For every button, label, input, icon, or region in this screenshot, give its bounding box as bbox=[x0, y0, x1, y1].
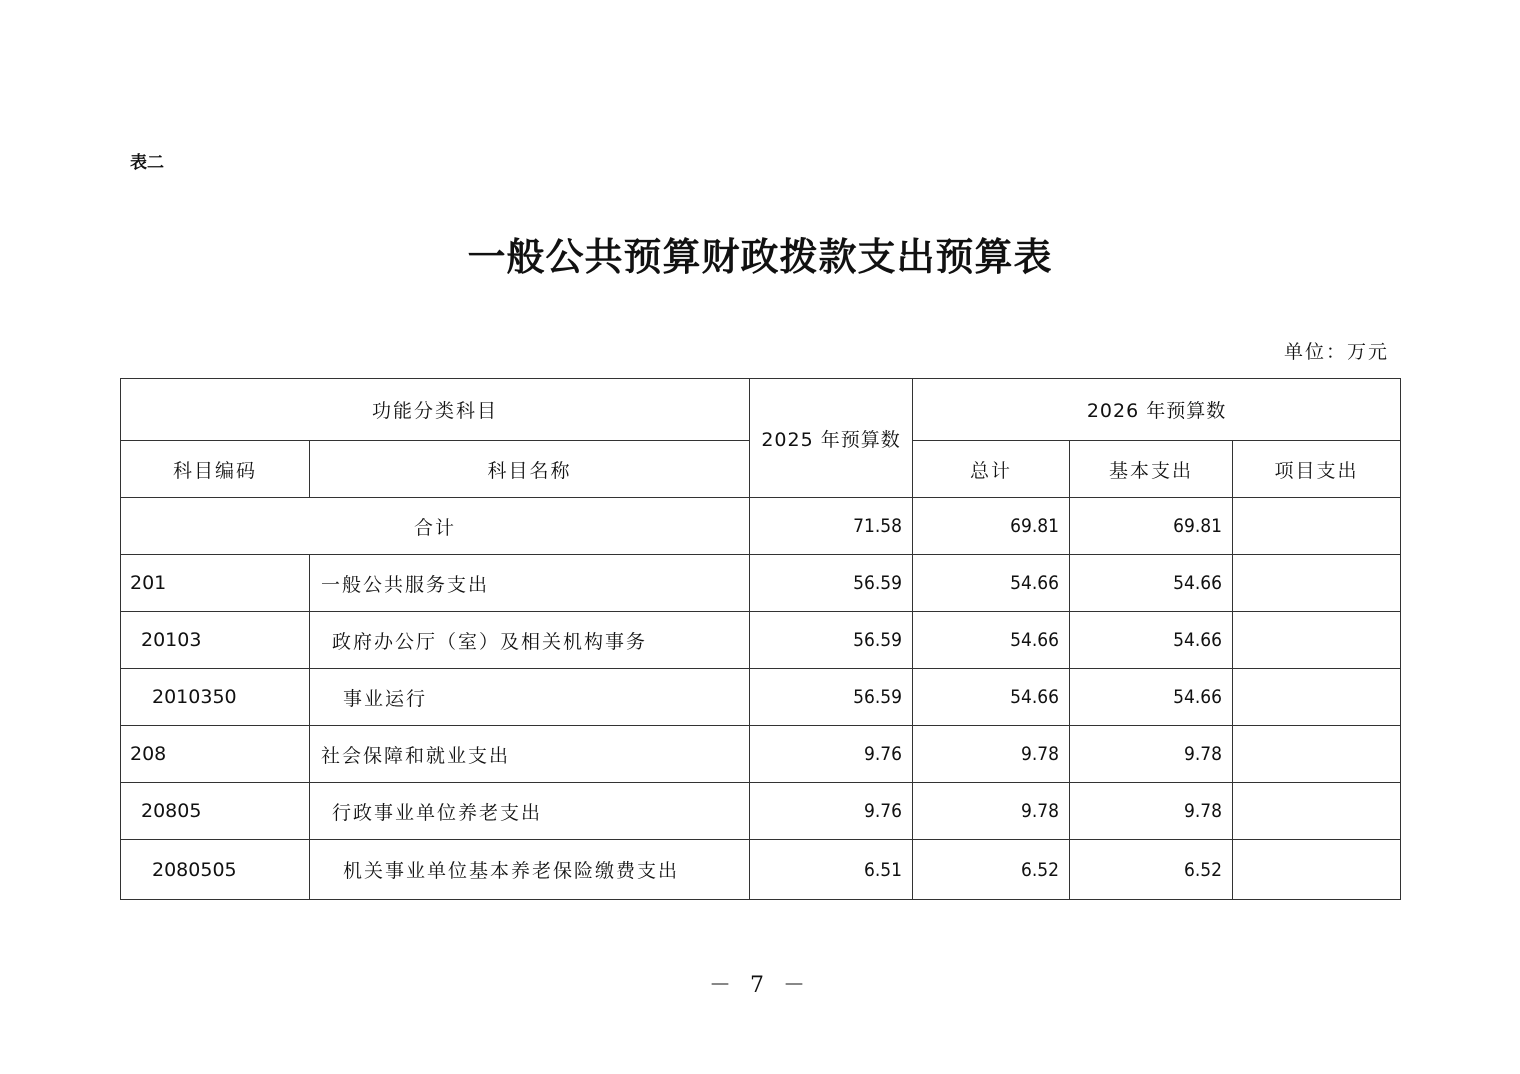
row-basic: 6.52 bbox=[1070, 840, 1233, 900]
header-basic-expenditure: 基本支出 bbox=[1070, 441, 1233, 498]
total-project bbox=[1233, 498, 1401, 555]
total-budget-2025: 71.58 bbox=[750, 498, 913, 555]
table-row bbox=[121, 840, 1401, 900]
row-basic: 54.66 bbox=[1070, 612, 1233, 669]
total-label: 合计 bbox=[121, 498, 750, 555]
row-total: 9.78 bbox=[913, 726, 1070, 783]
header-total: 总计 bbox=[913, 441, 1070, 498]
row-name: 政府办公厅（室）及相关机构事务 bbox=[310, 612, 750, 669]
row-basic: 54.66 bbox=[1070, 669, 1233, 726]
total-total: 69.81 bbox=[913, 498, 1070, 555]
table-row bbox=[121, 555, 1401, 612]
row-basic: 9.78 bbox=[1070, 726, 1233, 783]
row-basic: 54.66 bbox=[1070, 555, 1233, 612]
table-row bbox=[121, 612, 1401, 669]
page-title: 一般公共预算财政拨款支出预算表 bbox=[467, 234, 1053, 279]
total-row bbox=[121, 498, 1401, 555]
row-total: 54.66 bbox=[913, 669, 1070, 726]
table-row bbox=[121, 726, 1401, 783]
header-functional-category: 功能分类科目 bbox=[121, 379, 750, 441]
header-row-1 bbox=[121, 379, 1401, 441]
row-budget-2025: 9.76 bbox=[750, 783, 913, 840]
row-project bbox=[1233, 783, 1401, 840]
row-budget-2025: 56.59 bbox=[750, 612, 913, 669]
row-name: 事业运行 bbox=[310, 669, 750, 726]
header-budget-2025: 2025 年预算数 bbox=[750, 379, 913, 498]
unit-label: 单位：万元 bbox=[1283, 341, 1389, 363]
row-project bbox=[1233, 555, 1401, 612]
row-name: 行政事业单位养老支出 bbox=[310, 783, 750, 840]
row-total: 9.78 bbox=[913, 783, 1070, 840]
table-row bbox=[121, 669, 1401, 726]
row-total: 6.52 bbox=[913, 840, 1070, 900]
row-name: 社会保障和就业支出 bbox=[310, 726, 750, 783]
row-code: 2010350 bbox=[121, 669, 310, 726]
row-basic: 9.78 bbox=[1070, 783, 1233, 840]
header-budget-2026: 2026 年预算数 bbox=[913, 379, 1401, 441]
budget-table bbox=[120, 378, 1401, 900]
row-code: 201 bbox=[121, 555, 310, 612]
row-project bbox=[1233, 726, 1401, 783]
row-total: 54.66 bbox=[913, 612, 1070, 669]
row-name: 机关事业单位基本养老保险缴费支出 bbox=[310, 840, 750, 900]
row-budget-2025: 9.76 bbox=[750, 726, 913, 783]
row-budget-2025: 56.59 bbox=[750, 555, 913, 612]
row-code: 2080505 bbox=[121, 840, 310, 900]
total-basic: 69.81 bbox=[1070, 498, 1233, 555]
row-project bbox=[1233, 840, 1401, 900]
row-budget-2025: 6.51 bbox=[750, 840, 913, 900]
row-project bbox=[1233, 669, 1401, 726]
row-code: 20103 bbox=[121, 612, 310, 669]
row-total: 54.66 bbox=[913, 555, 1070, 612]
row-project bbox=[1233, 612, 1401, 669]
page-number: － 7 － bbox=[709, 973, 811, 998]
header-subject-code: 科目编码 bbox=[121, 441, 310, 498]
row-budget-2025: 56.59 bbox=[750, 669, 913, 726]
row-name: 一般公共服务支出 bbox=[310, 555, 750, 612]
table-label: 表二 bbox=[130, 153, 164, 173]
header-subject-name: 科目名称 bbox=[310, 441, 750, 498]
table-row bbox=[121, 783, 1401, 840]
row-code: 208 bbox=[121, 726, 310, 783]
header-project-expenditure: 项目支出 bbox=[1233, 441, 1401, 498]
row-code: 20805 bbox=[121, 783, 310, 840]
